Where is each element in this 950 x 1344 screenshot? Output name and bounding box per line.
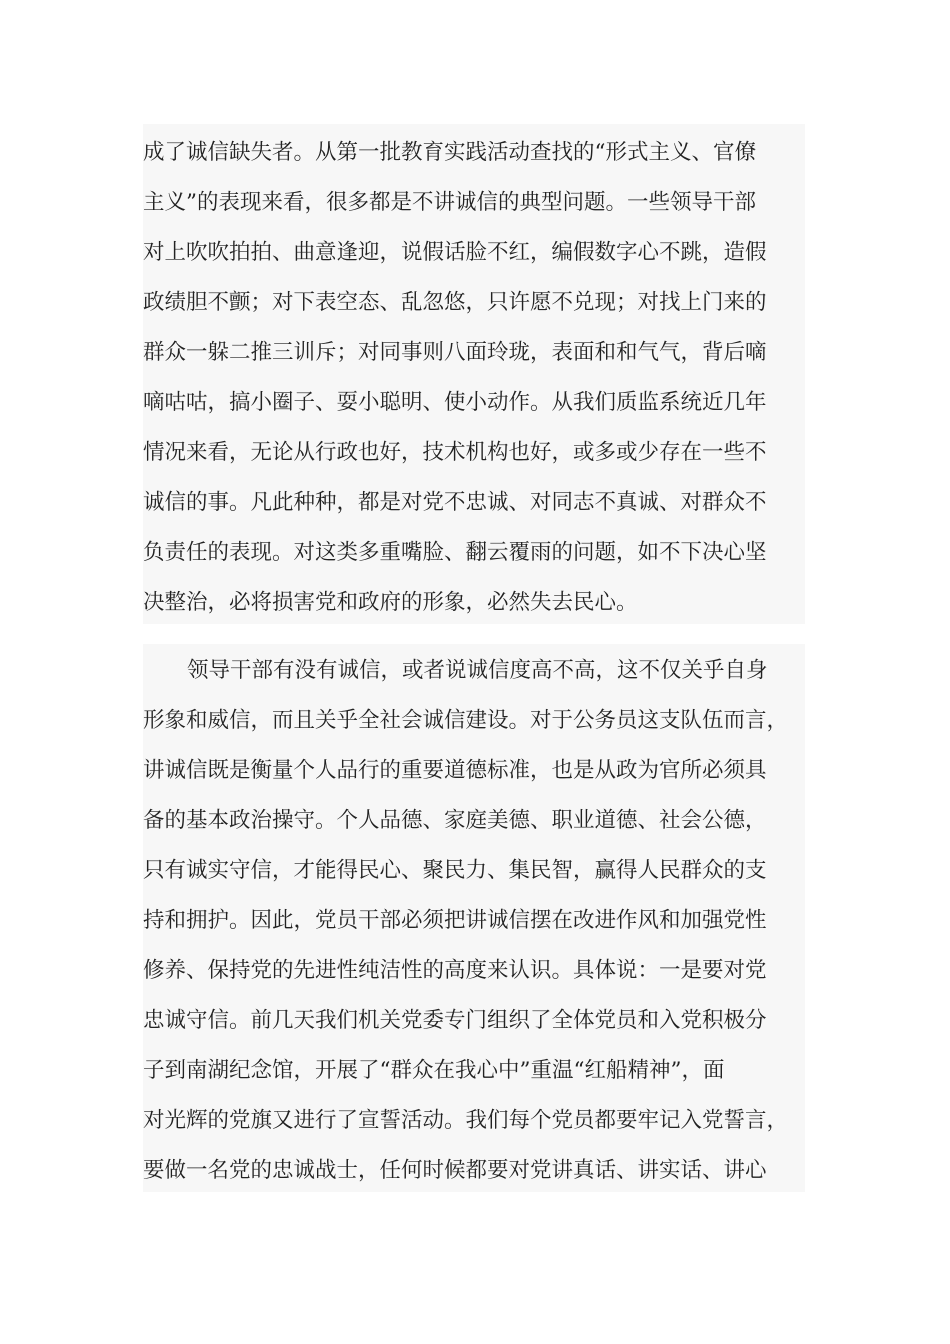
paragraph-line: 忠诚守信。前几天我们机关党委专门组织了全体党员和入党积极分 — [143, 1008, 767, 1033]
paragraph-line: 决整治，必将损害党和政府的形象，必然失去民心。 — [143, 590, 638, 615]
paragraph-line: 诚信的事。凡此种种，都是对党不忠诚、对同志不真诚、对群众不 — [143, 490, 767, 515]
paragraph-line: 要做一名党的忠诚战士，任何时候都要对党讲真话、讲实话、讲心 — [143, 1158, 767, 1183]
paragraph-line: 备的基本政治操守。个人品德、家庭美德、职业道德、社会公德， — [143, 808, 767, 833]
paragraph-line: 群众一躲二推三训斥；对同事则八面玲珑，表面和和气气，背后嘀 — [143, 340, 767, 365]
paragraph-line: 领导干部有没有诚信，或者说诚信度高不高，这不仅关乎自身 — [187, 658, 768, 683]
paragraph-line: 政绩胆不颤；对下表空态、乱忽悠，只许愿不兑现；对找上门来的 — [143, 290, 767, 315]
paragraph-line: 成了诚信缺失者。从第一批教育实践活动查找的“形式主义、官僚 — [143, 140, 756, 165]
paragraph-line: 持和拥护。因此，党员干部必须把讲诚信摆在改进作风和加强党性 — [143, 908, 767, 933]
paragraph-line: 只有诚实守信，才能得民心、聚民力、集民智，赢得人民群众的支 — [143, 858, 767, 883]
paragraph-line: 修养、保持党的先进性纯洁性的高度来认识。具体说：一是要对党 — [143, 958, 767, 983]
paragraph-2 — [143, 644, 805, 1192]
paragraph-line: 嘀咕咕，搞小圈子、耍小聪明、使小动作。从我们质监系统近几年 — [143, 390, 767, 415]
paragraph-line: 主义”的表现来看，很多都是不讲诚信的典型问题。一些领导干部 — [143, 190, 756, 215]
paragraph-line: 情况来看，无论从行政也好，技术机构也好，或多或少存在一些不 — [143, 440, 767, 465]
paragraph-1 — [143, 124, 805, 624]
paragraph-line: 子到南湖纪念馆，开展了“群众在我心中”重温“红船精神”，面 — [143, 1058, 725, 1083]
paragraph-line: 对光辉的党旗又进行了宣誓活动。我们每个党员都要牢记入党誓言， — [143, 1108, 789, 1133]
paragraph-line: 对上吹吹拍拍、曲意逢迎，说假话脸不红，编假数字心不跳，造假 — [143, 240, 767, 265]
paragraph-line: 形象和威信，而且关乎全社会诚信建设。对于公务员这支队伍而言， — [143, 708, 789, 733]
paragraph-line: 负责任的表现。对这类多重嘴脸、翻云覆雨的问题，如不下决心坚 — [143, 540, 767, 565]
paragraph-line: 讲诚信既是衡量个人品行的重要道德标准，也是从政为官所必须具 — [143, 758, 767, 783]
